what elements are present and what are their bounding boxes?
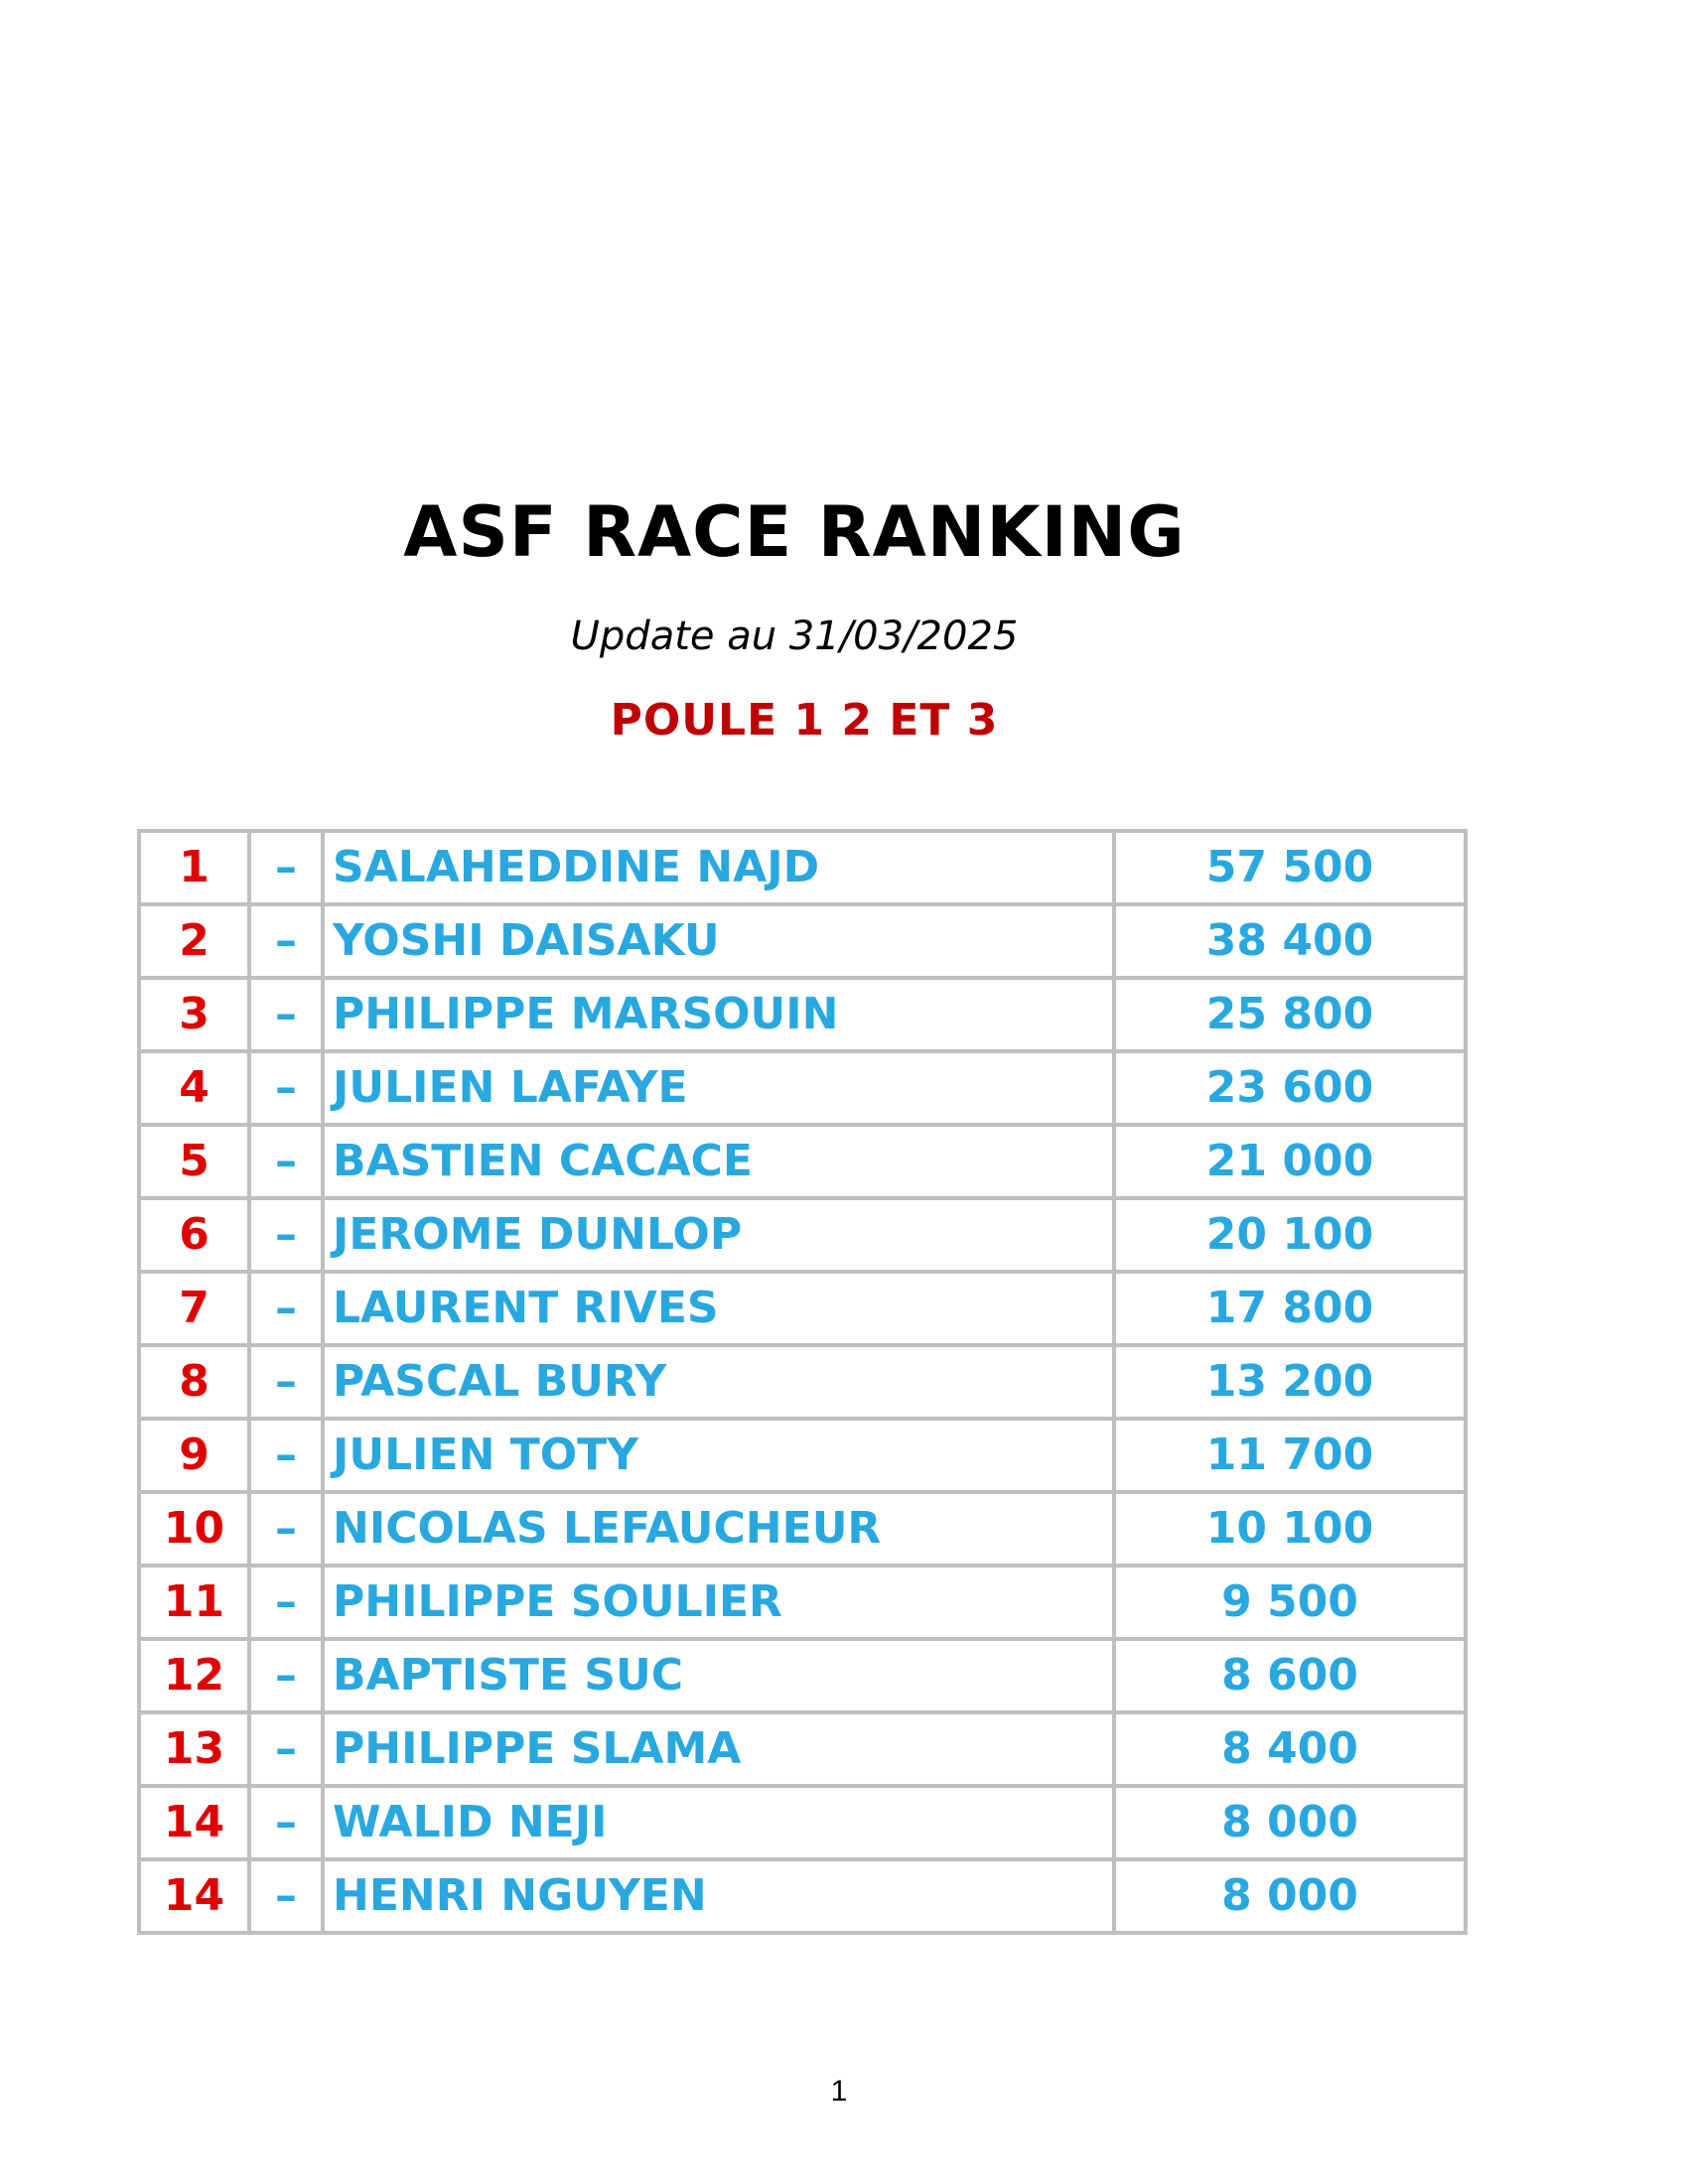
separator-cell: –: [249, 1712, 323, 1786]
player-name-cell: PASCAL BURY: [323, 1345, 1114, 1419]
separator-cell: –: [249, 1566, 323, 1639]
page-number: 1: [830, 2075, 848, 2108]
separator-cell: –: [249, 1345, 323, 1419]
player-name-cell: BAPTISTE SUC: [323, 1639, 1114, 1712]
separator-cell: –: [249, 978, 323, 1051]
points-cell: 17 800: [1114, 1272, 1466, 1345]
player-name-cell: YOSHI DAISAKU: [323, 904, 1114, 978]
separator-cell: –: [249, 1492, 323, 1566]
points-cell: 8 000: [1114, 1786, 1466, 1859]
points-cell: 57 500: [1114, 831, 1466, 904]
rank-cell: 14: [139, 1786, 249, 1859]
rank-cell: 4: [139, 1051, 249, 1125]
ranking-row: [139, 1198, 1466, 1272]
separator-cell: –: [249, 1198, 323, 1272]
points-cell: 8 000: [1114, 1859, 1466, 1933]
player-name-cell: NICOLAS LEFAUCHEUR: [323, 1492, 1114, 1566]
rank-cell: 9: [139, 1419, 249, 1492]
rank-cell: 1: [139, 831, 249, 904]
pool-label: POULE 1 2 ET 3: [610, 695, 999, 746]
player-name-cell: SALAHEDDINE NAJD: [323, 831, 1114, 904]
player-name-cell: PHILIPPE MARSOUIN: [323, 978, 1114, 1051]
ranking-row: [139, 978, 1466, 1051]
rank-cell: 10: [139, 1492, 249, 1566]
player-name-cell: PHILIPPE SLAMA: [323, 1712, 1114, 1786]
ranking-row: [139, 1786, 1466, 1859]
ranking-row: [139, 1419, 1466, 1492]
player-name-cell: PHILIPPE SOULIER: [323, 1566, 1114, 1639]
player-name-cell: JEROME DUNLOP: [323, 1198, 1114, 1272]
points-cell: 9 500: [1114, 1566, 1466, 1639]
rank-cell: 2: [139, 904, 249, 978]
separator-cell: –: [249, 1272, 323, 1345]
ranking-row: [139, 1712, 1466, 1786]
ranking-row: [139, 1492, 1466, 1566]
points-cell: 21 000: [1114, 1125, 1466, 1198]
points-cell: 13 200: [1114, 1345, 1466, 1419]
ranking-row: [139, 831, 1466, 904]
points-cell: 11 700: [1114, 1419, 1466, 1492]
player-name-cell: JULIEN TOTY: [323, 1419, 1114, 1492]
separator-cell: –: [249, 1419, 323, 1492]
rank-cell: 6: [139, 1198, 249, 1272]
rank-cell: 7: [139, 1272, 249, 1345]
ranking-row: [139, 1859, 1466, 1933]
ranking-row: [139, 1566, 1466, 1639]
player-name-cell: WALID NEJI: [323, 1786, 1114, 1859]
rank-cell: 13: [139, 1712, 249, 1786]
rank-cell: 8: [139, 1345, 249, 1419]
separator-cell: –: [249, 1859, 323, 1933]
points-cell: 8 600: [1114, 1639, 1466, 1712]
update-date: Update au 31/03/2025: [570, 614, 1019, 659]
ranking-table-body: [139, 831, 1466, 1933]
player-name-cell: LAURENT RIVES: [323, 1272, 1114, 1345]
rank-cell: 5: [139, 1125, 249, 1198]
page-title: ASF RACE RANKING: [403, 491, 1186, 573]
points-cell: 38 400: [1114, 904, 1466, 978]
separator-cell: –: [249, 904, 323, 978]
ranking-row: [139, 1125, 1466, 1198]
ranking-table: [137, 829, 1468, 1935]
player-name-cell: HENRI NGUYEN: [323, 1859, 1114, 1933]
points-cell: 20 100: [1114, 1198, 1466, 1272]
player-name-cell: JULIEN LAFAYE: [323, 1051, 1114, 1125]
rank-cell: 12: [139, 1639, 249, 1712]
points-cell: 8 400: [1114, 1712, 1466, 1786]
separator-cell: –: [249, 831, 323, 904]
ranking-row: [139, 1051, 1466, 1125]
ranking-row: [139, 1272, 1466, 1345]
ranking-row: [139, 1345, 1466, 1419]
points-cell: 10 100: [1114, 1492, 1466, 1566]
rank-cell: 3: [139, 978, 249, 1051]
ranking-row: [139, 1639, 1466, 1712]
rank-cell: 14: [139, 1859, 249, 1933]
player-name-cell: BASTIEN CACACE: [323, 1125, 1114, 1198]
ranking-row: [139, 904, 1466, 978]
points-cell: 23 600: [1114, 1051, 1466, 1125]
separator-cell: –: [249, 1051, 323, 1125]
points-cell: 25 800: [1114, 978, 1466, 1051]
separator-cell: –: [249, 1786, 323, 1859]
rank-cell: 11: [139, 1566, 249, 1639]
separator-cell: –: [249, 1639, 323, 1712]
separator-cell: –: [249, 1125, 323, 1198]
